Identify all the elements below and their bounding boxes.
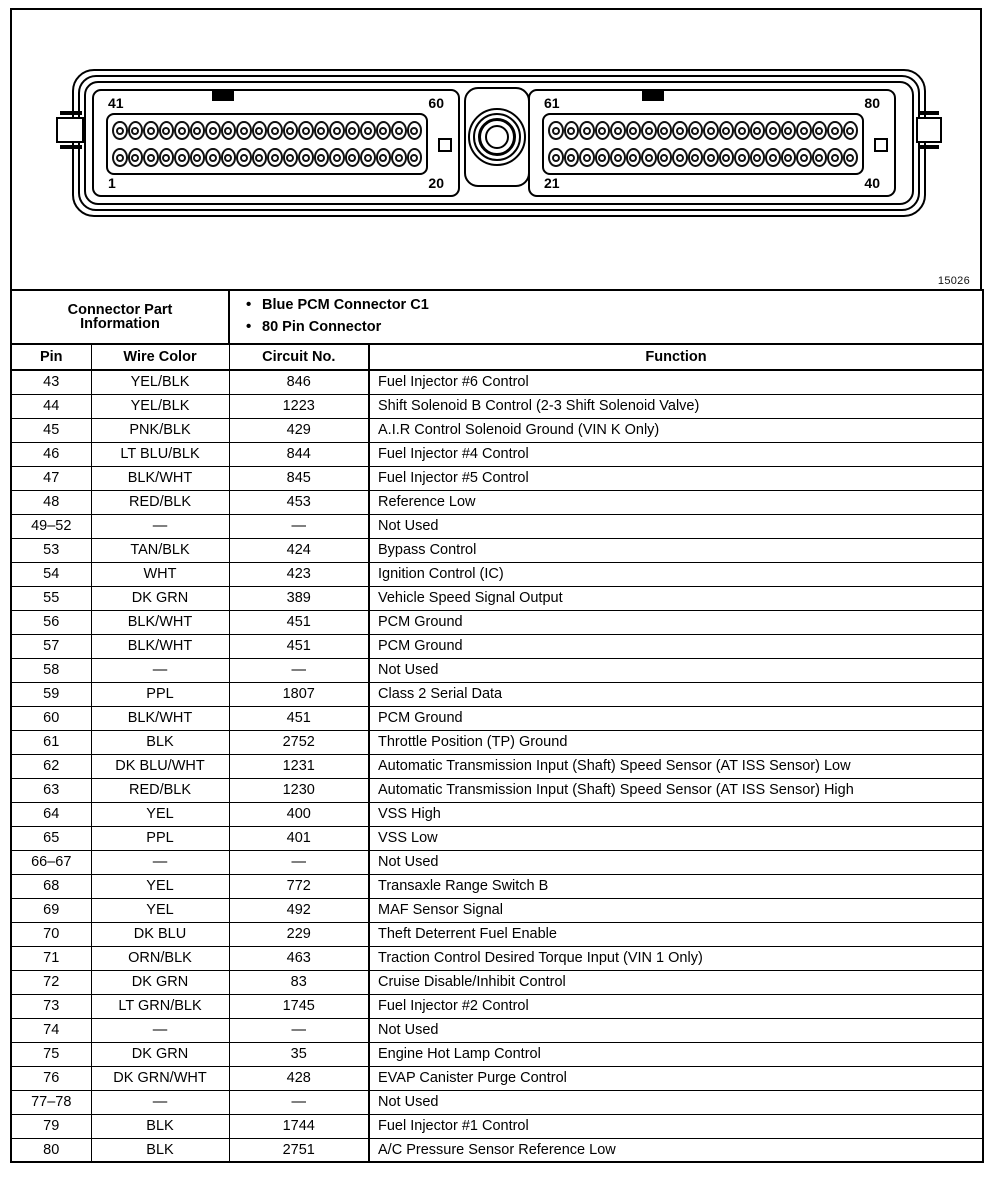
connector-terminal <box>329 148 345 167</box>
cell-circuit-no: 1807 <box>229 682 369 706</box>
connector-terminal <box>781 148 797 167</box>
connector-terminal <box>781 121 797 140</box>
table-row <box>11 826 983 850</box>
column-header-row <box>11 344 983 370</box>
cell-wire-color: BLK <box>91 1114 229 1138</box>
table-row <box>11 658 983 682</box>
connector-terminal <box>407 121 423 140</box>
connector-terminal <box>360 121 376 140</box>
cell-function: Automatic Transmission Input (Shaft) Speed Sensor (AT ISS Sensor) Low <box>369 754 983 778</box>
cell-function: Not Used <box>369 1018 983 1042</box>
cell-wire-color: BLK/WHT <box>91 466 229 490</box>
pin-number-60: 60 <box>428 95 444 111</box>
cell-pin: 53 <box>11 538 91 562</box>
connector-terminal <box>750 148 766 167</box>
cell-wire-color: YEL <box>91 898 229 922</box>
cell-circuit-no: 846 <box>229 370 369 394</box>
cell-wire-color: DK BLU/WHT <box>91 754 229 778</box>
cell-circuit-no: 428 <box>229 1066 369 1090</box>
figure-number: 15026 <box>937 275 970 287</box>
cell-wire-color: BLK/WHT <box>91 610 229 634</box>
connector-terminal <box>267 121 283 140</box>
cell-wire-color: DK GRN <box>91 586 229 610</box>
table-row <box>11 1042 983 1066</box>
cell-circuit-no: — <box>229 658 369 682</box>
cell-wire-color: — <box>91 658 229 682</box>
connector-terminal <box>796 148 812 167</box>
table-body <box>11 370 983 1162</box>
connector-info-row <box>11 290 983 344</box>
cell-function: PCM Ground <box>369 634 983 658</box>
cell-function: Not Used <box>369 1090 983 1114</box>
table-row <box>11 898 983 922</box>
cell-circuit-no: 453 <box>229 490 369 514</box>
connector-terminal <box>407 148 423 167</box>
connector-terminal <box>672 121 688 140</box>
cell-circuit-no: — <box>229 850 369 874</box>
table-row <box>11 1018 983 1042</box>
keying-tab-icon <box>212 90 234 101</box>
cell-wire-color: YEL/BLK <box>91 370 229 394</box>
connector-terminal <box>703 121 719 140</box>
cell-pin: 74 <box>11 1018 91 1042</box>
table-row <box>11 802 983 826</box>
connector-terminal <box>843 148 859 167</box>
connector-terminal <box>329 121 345 140</box>
cell-function: Fuel Injector #2 Control <box>369 994 983 1018</box>
table-row <box>11 1090 983 1114</box>
cell-circuit-no: 429 <box>229 418 369 442</box>
column-header-wire-color: Wire Color <box>91 344 229 370</box>
connector-terminal <box>812 121 828 140</box>
cell-pin: 69 <box>11 898 91 922</box>
connector-terminal <box>579 148 595 167</box>
column-header-pin: Pin <box>11 344 91 370</box>
table-row <box>11 850 983 874</box>
cell-circuit-no: 463 <box>229 946 369 970</box>
info-bullet-item: • Blue PCM Connector C1 <box>246 295 982 317</box>
cell-pin: 62 <box>11 754 91 778</box>
table-row <box>11 442 983 466</box>
cell-function: Not Used <box>369 850 983 874</box>
cell-wire-color: PNK/BLK <box>91 418 229 442</box>
table-row <box>11 466 983 490</box>
cell-wire-color: BLK/WHT <box>91 634 229 658</box>
cell-pin: 59 <box>11 682 91 706</box>
connector-terminal <box>672 148 688 167</box>
connector-terminal <box>719 121 735 140</box>
cell-circuit-no: 424 <box>229 538 369 562</box>
connector-terminal <box>391 121 407 140</box>
cell-circuit-no: 844 <box>229 442 369 466</box>
cell-function: Fuel Injector #4 Control <box>369 442 983 466</box>
table-row <box>11 514 983 538</box>
cell-wire-color: RED/BLK <box>91 490 229 514</box>
table-row <box>11 970 983 994</box>
cell-wire-color: — <box>91 1018 229 1042</box>
cell-function: Throttle Position (TP) Ground <box>369 730 983 754</box>
cell-circuit-no: 451 <box>229 706 369 730</box>
connector-terminal <box>190 148 206 167</box>
connector-terminal <box>595 121 611 140</box>
table-row <box>11 682 983 706</box>
cell-pin: 65 <box>11 826 91 850</box>
connector-terminal <box>376 148 392 167</box>
connector-terminal <box>657 148 673 167</box>
table-row <box>11 586 983 610</box>
cell-function: Cruise Disable/Inhibit Control <box>369 970 983 994</box>
cell-circuit-no: 229 <box>229 922 369 946</box>
cell-pin: 80 <box>11 1138 91 1162</box>
connector-terminal <box>548 121 564 140</box>
terminal-cavity-right <box>542 113 864 175</box>
connector-terminal <box>812 148 828 167</box>
connector-terminal <box>283 121 299 140</box>
pin-number-61: 61 <box>544 95 560 111</box>
connector-terminal <box>734 148 750 167</box>
cell-pin: 79 <box>11 1114 91 1138</box>
table-row <box>11 778 983 802</box>
cell-pin: 46 <box>11 442 91 466</box>
cell-pin: 58 <box>11 658 91 682</box>
cell-function: Not Used <box>369 658 983 682</box>
cell-pin: 75 <box>11 1042 91 1066</box>
pin-number-1: 1 <box>108 175 116 191</box>
cell-pin: 72 <box>11 970 91 994</box>
connector-terminal <box>657 121 673 140</box>
pcm-connector-drawing <box>64 65 934 220</box>
cell-wire-color: LT BLU/BLK <box>91 442 229 466</box>
cell-function: PCM Ground <box>369 610 983 634</box>
bolt-hole-icon <box>485 125 509 149</box>
connector-terminal <box>298 121 314 140</box>
cell-wire-color: BLK <box>91 1138 229 1162</box>
connector-terminal <box>159 148 175 167</box>
connector-terminal <box>314 121 330 140</box>
table-row <box>11 1138 983 1162</box>
pin-number-20: 20 <box>428 175 444 191</box>
connector-terminal <box>252 148 268 167</box>
cell-wire-color: TAN/BLK <box>91 538 229 562</box>
cell-circuit-no: 83 <box>229 970 369 994</box>
cell-function: A/C Pressure Sensor Reference Low <box>369 1138 983 1162</box>
connector-terminal <box>159 121 175 140</box>
cell-circuit-no: 451 <box>229 610 369 634</box>
keying-tab-icon <box>642 90 664 101</box>
connector-right-latch <box>916 117 942 143</box>
table-row <box>11 370 983 394</box>
connector-terminal <box>252 121 268 140</box>
cell-circuit-no: — <box>229 514 369 538</box>
cell-circuit-no: 1223 <box>229 394 369 418</box>
cell-pin: 54 <box>11 562 91 586</box>
connector-terminal <box>688 121 704 140</box>
cell-wire-color: YEL/BLK <box>91 394 229 418</box>
cell-pin: 43 <box>11 370 91 394</box>
table-row <box>11 490 983 514</box>
cell-function: Shift Solenoid B Control (2-3 Shift Solenoid Valve) <box>369 394 983 418</box>
cell-circuit-no: 2751 <box>229 1138 369 1162</box>
cell-circuit-no: 845 <box>229 466 369 490</box>
cell-function: Fuel Injector #1 Control <box>369 1114 983 1138</box>
cell-pin: 48 <box>11 490 91 514</box>
table-row <box>11 634 983 658</box>
cell-function: Theft Deterrent Fuel Enable <box>369 922 983 946</box>
cell-wire-color: RED/BLK <box>91 778 229 802</box>
cell-function: EVAP Canister Purge Control <box>369 1066 983 1090</box>
connector-part-information-label <box>11 290 229 344</box>
connector-terminal <box>564 148 580 167</box>
connector-terminal <box>128 148 144 167</box>
connector-terminal <box>128 121 144 140</box>
cell-circuit-no: 772 <box>229 874 369 898</box>
cell-pin: 55 <box>11 586 91 610</box>
cell-function: Class 2 Serial Data <box>369 682 983 706</box>
cell-circuit-no: — <box>229 1018 369 1042</box>
pin-number-40: 40 <box>864 175 880 191</box>
cell-wire-color: DK GRN/WHT <box>91 1066 229 1090</box>
cell-wire-color: YEL <box>91 802 229 826</box>
cell-circuit-no: 1744 <box>229 1114 369 1138</box>
table-row <box>11 1066 983 1090</box>
connector-terminal <box>641 148 657 167</box>
cell-pin: 68 <box>11 874 91 898</box>
table-row <box>11 754 983 778</box>
connector-alignment-nub <box>438 138 452 152</box>
cell-circuit-no: 1230 <box>229 778 369 802</box>
table-row <box>11 418 983 442</box>
table-row <box>11 538 983 562</box>
cell-pin: 49–52 <box>11 514 91 538</box>
cell-function: Bypass Control <box>369 538 983 562</box>
connector-terminal <box>765 148 781 167</box>
connector-terminal <box>190 121 206 140</box>
center-bolt-boss <box>464 87 530 187</box>
connector-terminal <box>734 121 750 140</box>
cell-wire-color: DK GRN <box>91 1042 229 1066</box>
pin-block-right <box>528 89 896 197</box>
cell-pin: 45 <box>11 418 91 442</box>
terminal-cavity-left <box>106 113 428 175</box>
column-header-function: Function <box>369 344 983 370</box>
table-row <box>11 394 983 418</box>
table-row <box>11 562 983 586</box>
cell-circuit-no: 451 <box>229 634 369 658</box>
cell-circuit-no: 1745 <box>229 994 369 1018</box>
cell-wire-color: YEL <box>91 874 229 898</box>
cell-wire-color: PPL <box>91 682 229 706</box>
connector-terminal <box>765 121 781 140</box>
connector-terminal <box>548 148 564 167</box>
cell-function: VSS Low <box>369 826 983 850</box>
cell-pin: 44 <box>11 394 91 418</box>
terminal-row-top-right <box>548 118 858 143</box>
cell-function: Fuel Injector #5 Control <box>369 466 983 490</box>
connector-terminal <box>143 121 159 140</box>
table-row <box>11 922 983 946</box>
table-row <box>11 706 983 730</box>
cell-function: Transaxle Range Switch B <box>369 874 983 898</box>
cell-function: Reference Low <box>369 490 983 514</box>
cell-function: Ignition Control (IC) <box>369 562 983 586</box>
terminal-row-bottom-right <box>548 145 858 170</box>
cell-pin: 66–67 <box>11 850 91 874</box>
table-row <box>11 610 983 634</box>
info-label-line-1: Connector Part <box>67 301 173 318</box>
connector-terminal <box>579 121 595 140</box>
connector-terminal <box>827 121 843 140</box>
cell-wire-color: — <box>91 1090 229 1114</box>
cell-function: Engine Hot Lamp Control <box>369 1042 983 1066</box>
cell-wire-color: WHT <box>91 562 229 586</box>
cell-circuit-no: — <box>229 1090 369 1114</box>
connector-terminal <box>641 121 657 140</box>
table-row <box>11 730 983 754</box>
cell-function: Traction Control Desired Torque Input (VIN 1 Only) <box>369 946 983 970</box>
cell-function: Automatic Transmission Input (Shaft) Speed Sensor (AT ISS Sensor) High <box>369 778 983 802</box>
cell-wire-color: — <box>91 850 229 874</box>
cell-pin: 76 <box>11 1066 91 1090</box>
cell-wire-color: DK BLU <box>91 922 229 946</box>
cell-function: Fuel Injector #6 Control <box>369 370 983 394</box>
pin-number-21: 21 <box>544 175 560 191</box>
cell-wire-color: — <box>91 514 229 538</box>
cell-function: MAF Sensor Signal <box>369 898 983 922</box>
connector-terminal <box>345 148 361 167</box>
cell-circuit-no: 423 <box>229 562 369 586</box>
connector-terminal <box>345 121 361 140</box>
cell-pin: 57 <box>11 634 91 658</box>
cell-pin: 61 <box>11 730 91 754</box>
terminal-row-bottom-left <box>112 145 422 170</box>
connector-terminal <box>688 148 704 167</box>
cell-function: Not Used <box>369 514 983 538</box>
column-header-circuit-no: Circuit No. <box>229 344 369 370</box>
connector-terminal <box>391 148 407 167</box>
cell-circuit-no: 401 <box>229 826 369 850</box>
terminal-row-top-left <box>112 118 422 143</box>
connector-terminal <box>610 121 626 140</box>
table-header <box>11 290 983 370</box>
connector-terminal <box>205 121 221 140</box>
cell-wire-color: PPL <box>91 826 229 850</box>
connector-terminal <box>827 148 843 167</box>
connector-terminal <box>750 121 766 140</box>
connector-terminal <box>112 148 128 167</box>
info-bullet-item: • 80 Pin Connector <box>246 317 982 339</box>
connector-terminal <box>564 121 580 140</box>
connector-terminal <box>626 121 642 140</box>
connector-illustration-panel <box>10 8 982 289</box>
cell-pin: 56 <box>11 610 91 634</box>
connector-terminal <box>221 121 237 140</box>
connector-terminal <box>626 148 642 167</box>
cell-wire-color: LT GRN/BLK <box>91 994 229 1018</box>
cell-circuit-no: 1231 <box>229 754 369 778</box>
table-row <box>11 874 983 898</box>
table-row <box>11 946 983 970</box>
pin-number-41: 41 <box>108 95 124 111</box>
cell-function: PCM Ground <box>369 706 983 730</box>
connector-terminal <box>236 148 252 167</box>
cell-function: Vehicle Speed Signal Output <box>369 586 983 610</box>
cell-pin: 63 <box>11 778 91 802</box>
cell-pin: 47 <box>11 466 91 490</box>
cell-circuit-no: 35 <box>229 1042 369 1066</box>
table-row <box>11 994 983 1018</box>
cell-pin: 77–78 <box>11 1090 91 1114</box>
connector-alignment-nub <box>874 138 888 152</box>
cell-wire-color: ORN/BLK <box>91 946 229 970</box>
info-label-line-2: Information <box>80 316 160 332</box>
cell-pin: 73 <box>11 994 91 1018</box>
pin-number-80: 80 <box>864 95 880 111</box>
cell-circuit-no: 2752 <box>229 730 369 754</box>
pin-block-left <box>92 89 460 197</box>
cell-circuit-no: 400 <box>229 802 369 826</box>
cell-pin: 70 <box>11 922 91 946</box>
connector-terminal <box>267 148 283 167</box>
cell-function: VSS High <box>369 802 983 826</box>
connector-terminal <box>376 121 392 140</box>
connector-info-bullets <box>229 290 983 344</box>
cell-wire-color: BLK <box>91 730 229 754</box>
connector-terminal <box>298 148 314 167</box>
cell-pin: 71 <box>11 946 91 970</box>
cell-wire-color: DK GRN <box>91 970 229 994</box>
connector-terminal <box>143 148 159 167</box>
cell-circuit-no: 389 <box>229 586 369 610</box>
connector-left-latch <box>56 117 84 143</box>
connector-terminal <box>610 148 626 167</box>
connector-terminal <box>283 148 299 167</box>
cell-circuit-no: 492 <box>229 898 369 922</box>
connector-terminal <box>112 121 128 140</box>
connector-terminal <box>221 148 237 167</box>
connector-terminal <box>174 121 190 140</box>
connector-terminal <box>360 148 376 167</box>
connector-terminal <box>314 148 330 167</box>
connector-terminal <box>843 121 859 140</box>
pinout-table <box>10 289 984 1163</box>
table-row <box>11 1114 983 1138</box>
cell-wire-color: BLK/WHT <box>91 706 229 730</box>
connector-terminal <box>796 121 812 140</box>
connector-terminal <box>719 148 735 167</box>
connector-terminal <box>205 148 221 167</box>
cell-function: A.I.R Control Solenoid Ground (VIN K Only) <box>369 418 983 442</box>
cell-pin: 60 <box>11 706 91 730</box>
connector-terminal <box>236 121 252 140</box>
connector-terminal <box>703 148 719 167</box>
connector-terminal <box>595 148 611 167</box>
connector-terminal <box>174 148 190 167</box>
cell-pin: 64 <box>11 802 91 826</box>
